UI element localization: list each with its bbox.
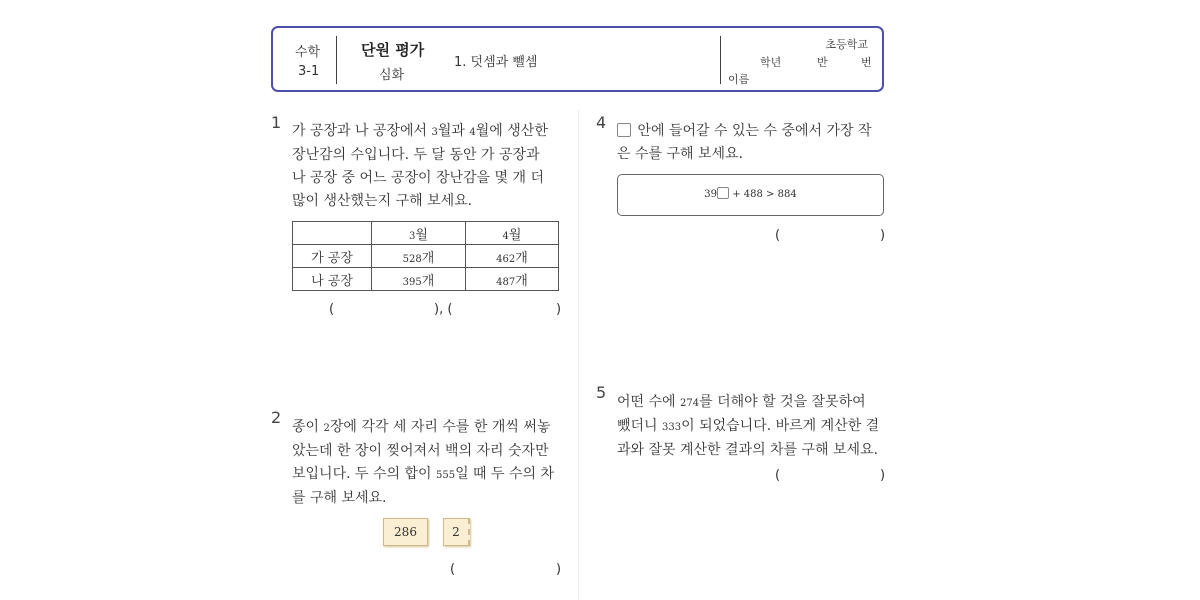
inequality-box: 39 + 488 > 884 — [617, 174, 884, 216]
blank-box-icon — [617, 123, 631, 137]
question-number: 1 — [271, 113, 282, 132]
table-header-row — [293, 222, 559, 245]
answer-paren-open: ( — [450, 562, 456, 577]
answer-paren-open: ( — [775, 468, 781, 483]
table-cell: 나 공장 — [293, 268, 372, 291]
text-line: 가 공장과 나 공장에서 3월과 4월에 생산한 — [292, 123, 548, 139]
table-cell: 3월 — [372, 222, 466, 245]
number-card: 286 — [383, 518, 428, 546]
header-divider — [336, 36, 337, 84]
unit-chapter: 1. 덧셈과 뺄셈 — [454, 55, 538, 70]
answer-paren-close: ) — [880, 468, 886, 483]
school-label: 초등학교 — [825, 38, 868, 51]
table-row — [293, 268, 559, 291]
table-row — [293, 245, 559, 268]
text-line: 를 구해 보세요. — [292, 490, 387, 506]
question-text — [292, 416, 554, 510]
table-cell — [293, 222, 372, 245]
text-line: 장난감의 수입니다. 두 달 동안 가 공장과 — [292, 147, 540, 163]
subject-name: 수학 — [295, 45, 321, 60]
answer-paren-open: ( — [775, 228, 781, 243]
torn-number-card: 2 — [443, 518, 470, 546]
table-cell: 528개 — [372, 245, 466, 268]
blank-box-icon — [717, 187, 729, 199]
table-cell: 4월 — [466, 222, 559, 245]
question-number: 5 — [596, 383, 607, 402]
unit-title: 단원 평가 — [361, 41, 425, 59]
worksheet-header — [271, 26, 884, 92]
answer-paren-close: ) — [556, 562, 562, 577]
question-number: 2 — [271, 408, 282, 427]
column-divider — [578, 110, 579, 600]
text-line: 나 공장 중 어느 공장이 장난감을 몇 개 더 — [292, 170, 544, 186]
text-line: 뺐더니 333이 되었습니다. 바르게 계산한 결 — [617, 418, 880, 434]
grade-label: 학년 — [760, 56, 782, 69]
name-label: 이름 — [728, 73, 750, 86]
text-line: 보입니다. 두 수의 합이 555일 때 두 수의 차 — [292, 466, 555, 482]
header-divider — [720, 36, 721, 84]
question-number: 4 — [596, 113, 607, 132]
text-line: 어떤 수에 274를 더해야 할 것을 잘못하여 — [617, 394, 866, 410]
table-cell: 487개 — [466, 268, 559, 291]
table-cell: 395개 — [372, 268, 466, 291]
answer-paren-close: ) — [556, 302, 562, 317]
answer-paren-mid: ), ( — [434, 302, 453, 317]
text-line: 종이 2장에 각각 세 자리 수를 한 개씩 써놓 — [292, 419, 551, 435]
production-table — [292, 221, 559, 291]
table-cell: 가 공장 — [293, 245, 372, 268]
number-label: 번 — [861, 56, 872, 69]
answer-paren-open: ( — [329, 302, 335, 317]
class-label: 반 — [817, 56, 828, 69]
question-text — [617, 391, 879, 462]
text-line: 안에 들어갈 수 있는 수 중에서 가장 작 — [617, 120, 871, 143]
table-cell: 462개 — [466, 245, 559, 268]
subject-grade: 3-1 — [298, 64, 320, 79]
text-line: 많이 생산했는지 구해 보세요. — [292, 193, 473, 209]
text-line: 은 수를 구해 보세요. — [617, 146, 743, 162]
answer-paren-close: ) — [880, 228, 886, 243]
question-text — [617, 120, 871, 166]
text-line: 과와 잘못 계산한 결과의 차를 구해 보세요. — [617, 442, 879, 458]
unit-level: 심화 — [379, 68, 405, 83]
question-text — [292, 120, 548, 213]
text-line: 았는데 한 장이 찢어져서 백의 자리 숫자만 — [292, 443, 549, 459]
